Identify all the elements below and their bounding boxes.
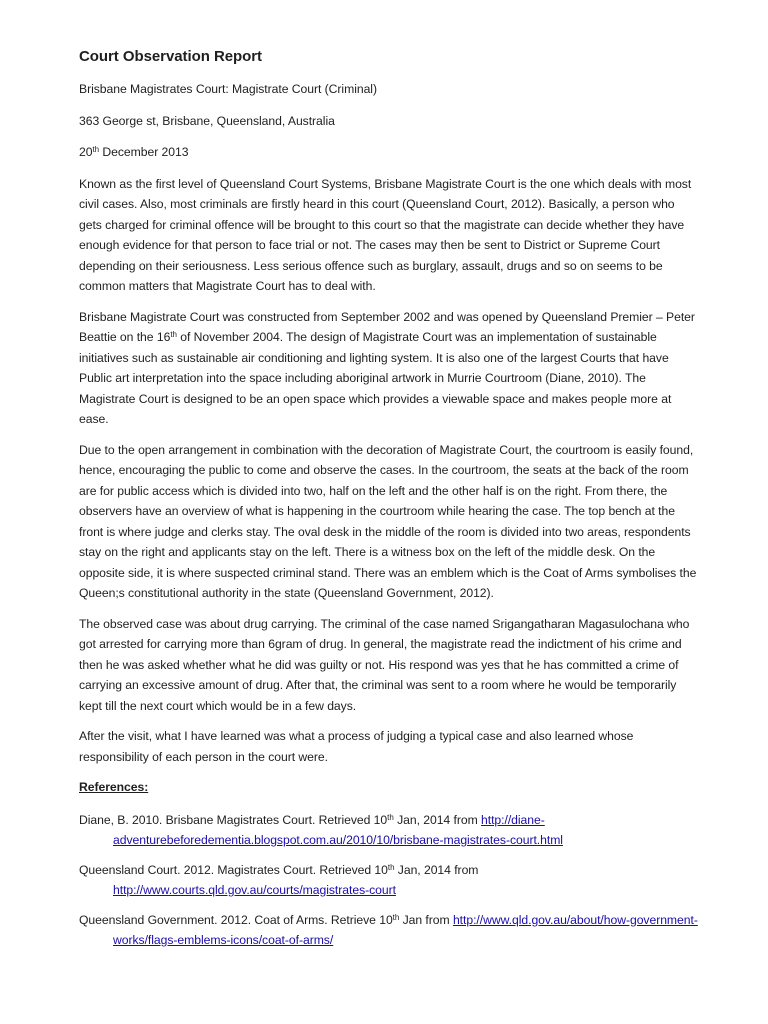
reference-superscript: th [387, 812, 394, 822]
p2-superscript: th [170, 330, 177, 339]
paragraph-courtroom-layout: Due to the open arrangement in combination with the decoration of Magistrate Court, the courtroom is easily found, hence, encouraging the public to come and observe the cases. In the courtroom, the seats at the back of the room are for public access which is divided into two, half on the left and the other half is on the right. From there, the observers have an overview of what is happening in the courtroom while hearing the case. The top bench at the front is where judge and clerks stay. The oval desk in the middle of the room is divided into two areas, respondents stay on the right and applicants stay on the left. There is a witness box on the left of the middle desk. On the opposite side, it is where suspected criminal stand. There was an emblem which is the Coat of Arms symbolises the Queen;s constitutional authority in the state (Queensland Government, 2012). [79, 442, 697, 600]
reference-item [79, 810, 700, 851]
paragraph-court-overview: Known as the first level of Queensland Court Systems, Brisbane Magistrate Court is the one which deals with most civil cases. Also, most criminals are firstly heard in this court (Queensland Court, 2012). Basically, a person who gets charged for criminal offence will be brought to this court so that the magistrate can decide whether they have enough evidence for that person to face trial or not. The cases may then be sent to District or Supreme Court depending on their seriousness. Less serious offence such as burglary, assault, drugs and so on seems to be common matters that Magistrate Court has to deal with. [79, 176, 692, 293]
paragraph-observed-case: The observed case was about drug carrying. The criminal of the case named Srigangatharan Magasulochana who got arrested for carrying more than 6gram of drug. In general, the magistrate read the indictment of his crime and then he was asked whether what he did was guilty or not. His respond was yes that he has committed a crime of carrying an excessive amount of drug. After that, the criminal was sent to a room where he would be temporarily kept till the next court which would be in a few days. [79, 616, 690, 713]
reference-text-after: Jan, 2014 from [394, 862, 479, 877]
reference-item [79, 910, 700, 951]
reference-superscript: th [387, 862, 395, 872]
court-name: Brisbane Magistrates Court: Magistrate Court (Criminal) [79, 82, 377, 96]
date-suffix: th [92, 145, 100, 154]
reference-text: Diane, B. 2010. Brisbane Magistrates Court. Retrieved 10 [79, 812, 388, 827]
date-day: 20 [79, 145, 93, 159]
reference-text: Queensland Government. 2012. Coat of Arms. Retrieve 10 [79, 912, 393, 927]
report-date [79, 142, 700, 163]
document-page [79, 46, 700, 960]
reference-item [79, 860, 700, 901]
reference-link-diane[interactable]: http://diane-adventurebeforedementia.blogspot.com.au/2010/10/brisbane-magistrates-court.html [113, 812, 563, 847]
reference-text: Queensland Court. 2012. Magistrates Court. Retrieved 10 [79, 862, 388, 877]
paragraph-reflection: After the visit, what I have learned was what a process of judging a typical case and also learned whose responsibility of each person in the court were. [79, 729, 634, 764]
date-rest: December 2013 [99, 145, 189, 159]
reference-superscript: th [392, 912, 400, 922]
reference-link-queensland-government[interactable]: http://www.qld.gov.au/about/how-government-works/flags-emblems-icons/coat-of-arms/ [113, 912, 698, 947]
p2-text-before: Brisbane Magistrate Court was constructed from September 2002 and was opened by Queensland Premier – Peter Beattie on the 16 [79, 309, 695, 344]
court-address: 363 George st, Brisbane, Queensland, Australia [79, 113, 335, 128]
references-heading: References: [79, 780, 149, 794]
reference-text-after: Jan from [399, 912, 453, 927]
report-title: Court Observation Report [79, 48, 262, 65]
paragraph-court-history [79, 307, 700, 430]
reference-link-queensland-court[interactable]: http://www.courts.qld.gov.au/courts/magistrates-court [113, 883, 396, 897]
p2-text-after: of November 2004. The design of Magistrate Court was an implementation of sustainable initiatives such as sustainable air conditioning and lighting system. It is also one of the largest Courts that have Public art interpretation into the space including aboriginal artwork in Murrie Courtroom (Diane, 2010). The Magistrate Court is designed to be an open space which provides a viewable space and makes people more at ease. [79, 330, 672, 426]
reference-text-after: Jan, 2014 from [393, 812, 482, 827]
